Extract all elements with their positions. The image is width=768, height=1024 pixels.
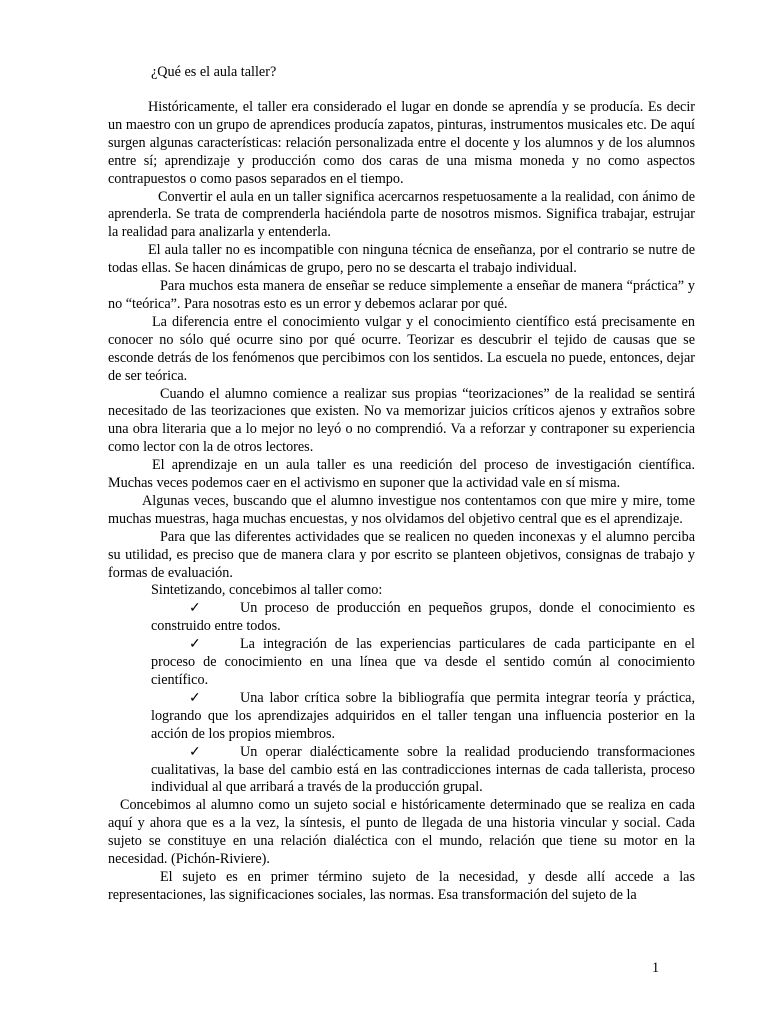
list-intro: Sintetizando, concebimos al taller como: <box>151 582 383 599</box>
list-item <box>108 744 695 798</box>
list-item <box>108 600 695 636</box>
list-item-text: Un operar dialécticamente sobre la realidad produciendo transformaciones cualitativas, la base del cambio está en las contradicciones internas de cada tallerista, proceso individual al que arribará a través de la producción grupal. <box>151 743 695 796</box>
page-number: 1 <box>652 960 660 976</box>
list-item-text: Una labor crítica sobre la bibliografía que permita integrar teoría y práctica, logrando que los aprendizajes adquiridos en el taller tengan una influencia posterior en la acción de los propios miembros. <box>151 689 695 742</box>
paragraph: La diferencia entre el conocimiento vulgar y el conocimiento científico está precisamente en conocer no sólo qué ocurre sino por qué ocurre. Teorizar es descubrir el tejido de causas que se esconde detrás de los fenómenos que percibimos con los sentidos. La escuela no puede, entonces, dejar de ser teórica. <box>108 313 695 384</box>
paragraph: El aula taller no es incompatible con ninguna técnica de enseñanza, por el contrario se nutre de todas ellas. Se hacen dinámicas de grupo, pero no se descarta el trabajo individual. <box>108 242 695 277</box>
paragraph: Históricamente, el taller era considerado el lugar en donde se aprendía y se producía. Es decir un maestro con un grupo de aprendices producía zapatos, pinturas, instrumentos musicales etc. De aquí surgen algunas características: relación personalizada entre el docente y los alumnos y de los alumnos entre sí; aprendizaje y producción como dos caras de una misma moneda y no como aspectos contrapuestos o como pasos separados en el tiempo. <box>108 99 695 187</box>
checkmark-icon: ✓ <box>189 743 201 760</box>
paragraph: Concebimos al alumno como un sujeto social e históricamente determinado que se realiza en cada aquí y ahora que es a la vez, la síntesis, el punto de llegada de una historia vincular y social. Cada sujeto se constituye en una relación dialéctica con el mundo, relación que tiene su motor en la necesidad. (Pichón-Riviere). <box>108 797 695 868</box>
paragraph: Para muchos esta manera de enseñar se reduce simplemente a enseñar de manera “práctica” y no “teórica”. Para nosotras esto es un error y debemos aclarar por qué. <box>108 278 695 312</box>
taller-definition-list <box>108 600 695 797</box>
paragraph: Algunas veces, buscando que el alumno investigue nos contentamos con que mire y mire, tome muchas muestras, haga muchas encuestas, y nos olvidamos del objetivo central que es el aprendizaje. <box>108 492 695 527</box>
paragraph: Cuando el alumno comience a realizar sus propias “teorizaciones” de la realidad se sentirá necesitado de las teorizaciones que existen. No va memorizar juicios críticos ajenos y extraños sobre una obra literaria que a lo mejor no leyó o no comprendió. Va a reforzar y contraponer su experiencia como lector con la de otros lectores. <box>108 385 695 456</box>
checkmark-icon: ✓ <box>189 689 201 706</box>
list-item <box>108 636 695 690</box>
paragraph: Para que las diferentes actividades que se realicen no queden inconexas y el alumno perciba su utilidad, es preciso que de manera clara y por escrito se planteen objetivos, consignas de trabajo y formas de evaluación. <box>108 528 695 581</box>
list-item <box>108 690 695 744</box>
paragraph: Convertir el aula en un taller significa acercarnos respetuosamente a la realidad, con ánimo de aprenderla. Se trata de comprenderla haciéndola parte de nosotros mismos. Significa trabajar, estrujar la realidad para analizarla y entenderla. <box>108 188 695 241</box>
document-body <box>108 99 695 905</box>
checkmark-icon: ✓ <box>189 636 201 653</box>
list-item-text: La integración de las experiencias particulares de cada participante en el proceso de conocimiento en una línea que va desde el sentido común al conocimiento científico. <box>151 636 695 688</box>
paragraph: El aprendizaje en un aula taller es una reedición del proceso de investigación científica. Muchas veces podemos caer en el activismo en suponer que la actividad vale en sí misma. <box>108 457 695 492</box>
paragraph: El sujeto es en primer término sujeto de la necesidad, y desde allí accede a las representaciones, las significaciones sociales, las normas. Esa transformación del sujeto de la <box>108 868 695 903</box>
list-item-text: Un proceso de producción en pequeños grupos, donde el conocimiento es construido entre todos. <box>151 600 695 635</box>
document-title: ¿Qué es el aula taller? <box>151 64 277 80</box>
checkmark-icon: ✓ <box>189 600 201 617</box>
